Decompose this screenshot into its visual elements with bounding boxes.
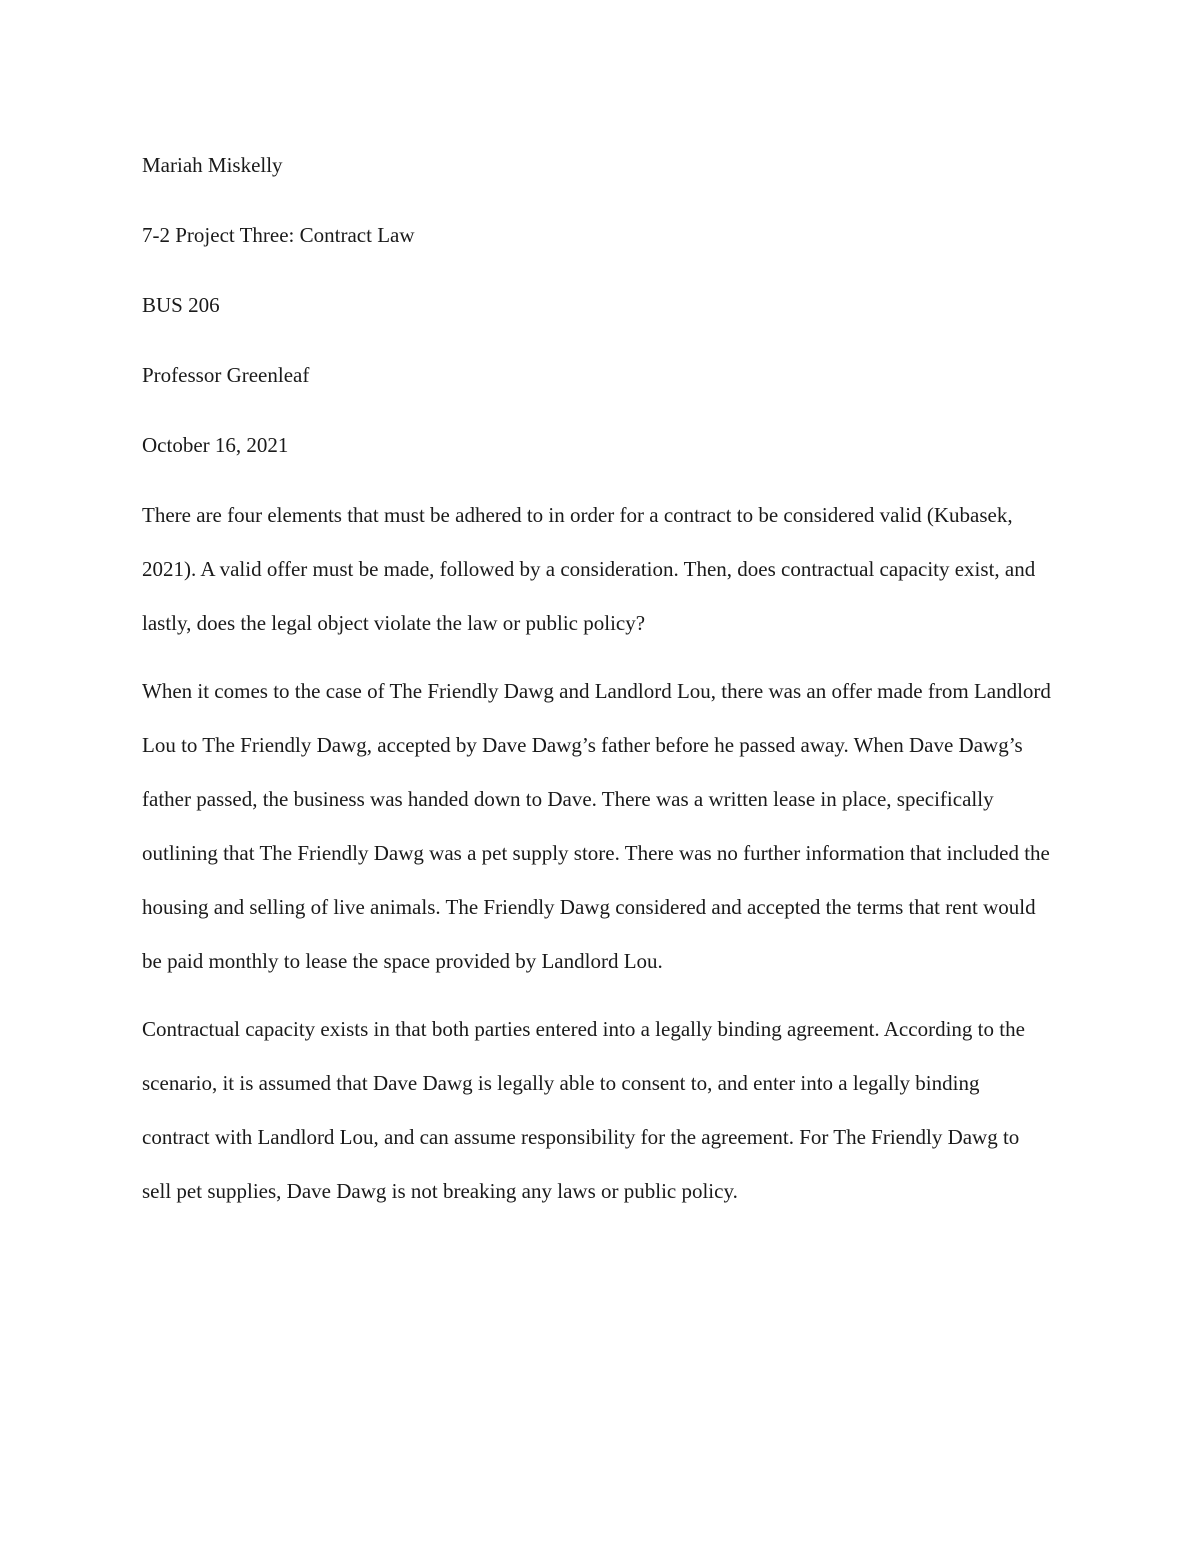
paragraph-3: Contractual capacity exists in that both parties entered into a legally binding agreement. According to the scenario, it is assumed that Dave Dawg is legally able to consent to, and enter into a legally binding contract with Landlord Lou, and can assume responsibility for the agreement. For The Friendly Dawg to sell pet supplies, Dave Dawg is not breaking any laws or public policy. (142, 1017, 1025, 1203)
document-body (142, 138, 1052, 1232)
author-name: Mariah Miskelly (142, 153, 283, 177)
course-code: BUS 206 (142, 293, 220, 317)
paragraph-1: There are four elements that must be adhered to in order for a contract to be considered valid (Kubasek, 2021). A valid offer must be made, followed by a consideration. Then, does contractual capacity exist, and lastly, does the legal object violate the law or public policy? (142, 503, 1036, 635)
paragraph-2: When it comes to the case of The Friendly Dawg and Landlord Lou, there was an offer made from Landlord Lou to The Friendly Dawg, accepted by Dave Dawg’s father before he passed away. When Dave Dawg’s father passed, the business was handed down to Dave. There was a written lease in place, specifically outlining that The Friendly Dawg was a pet supply store. There was no further information that included the housing and selling of live animals. The Friendly Dawg considered and accepted the terms that rent would be paid monthly to lease the space provided by Landlord Lou. (142, 679, 1051, 973)
document-date: October 16, 2021 (142, 433, 289, 457)
professor-name: Professor Greenleaf (142, 363, 310, 387)
assignment-title: 7-2 Project Three: Contract Law (142, 223, 415, 247)
